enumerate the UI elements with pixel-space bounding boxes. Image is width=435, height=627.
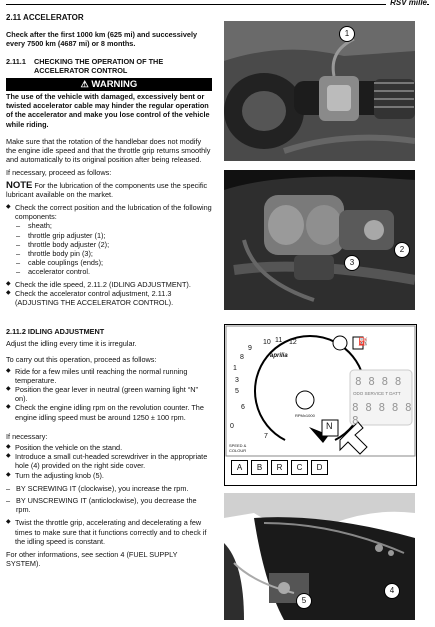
dash-list	[6, 484, 212, 515]
tach-number: 9	[248, 345, 252, 352]
tach-number: 12	[289, 339, 297, 346]
list-item: – throttle body adjuster (2);	[6, 240, 212, 249]
list-item: – sheath;	[6, 221, 212, 230]
list-item: ◆ Position the gear lever in neutral (green warning light “N” on).	[6, 385, 212, 403]
tach-zero: 0	[230, 423, 234, 430]
tach-number: 1	[233, 365, 237, 372]
throttle-body-photo	[224, 170, 415, 310]
list-item: ◆ Twist the throttle grip, accelerating and decelerating a few times to make sure that it functions correctly and to check if the idling speed is constant.	[6, 518, 212, 546]
subsection-heading	[6, 57, 212, 75]
page-header-title: RSV mille	[386, 0, 427, 7]
warning-triangle-icon: ⚠	[80, 79, 89, 90]
note	[6, 181, 212, 199]
list-item: – accelerator control.	[6, 267, 212, 276]
dash-button-b: B	[251, 460, 268, 475]
warning-text: The use of the vehicle with damaged, excessively bent or twisted accelerator cable may hinder the regular operation of the accelerator and make you lose control of the vehicle while riding.	[6, 92, 210, 129]
bullet-list	[6, 203, 212, 221]
list-item: – cable couplings (ends);	[6, 258, 212, 267]
warning-banner	[6, 78, 212, 91]
callout-5: 5	[296, 593, 312, 609]
lcd-small-digits: 8 8 8 8	[355, 375, 402, 388]
lcd-main-digits: 8 8 8 8 8 8	[352, 401, 412, 427]
tach-number: 5	[235, 388, 239, 395]
section-intro: Check after the first 1000 km (625 mi) and successively every 7500 km (4687 mi) or 8 months.	[6, 30, 198, 49]
list-item: – BY UNSCREWING IT (anticlockwise), you decrease the rpm.	[6, 496, 212, 514]
subsection-title: CHECKING THE OPERATION OF THE ACCELERATOR CONTROL	[34, 56, 164, 75]
figure-dashboard	[224, 324, 417, 486]
throttle-grip-photo	[224, 21, 415, 161]
side-cover-photo	[224, 493, 415, 620]
warning-label: WARNING	[91, 79, 138, 91]
callout-3: 3	[344, 255, 360, 271]
list-item: ◆ Position the vehicle on the stand.	[6, 443, 212, 452]
subsection-number: 2.11.1	[6, 56, 26, 66]
figure-throttle-body	[224, 170, 415, 310]
brand-logo: aprilia	[270, 353, 288, 359]
warning-panel-label: SPEED & COLOUR	[229, 443, 247, 453]
header-rule	[6, 4, 429, 5]
dash-button-c: C	[291, 460, 308, 475]
paragraph: If necessary:	[6, 431, 48, 441]
section-heading: 2.11 ACCELERATOR	[6, 13, 84, 22]
list-item: – throttle body pin (3);	[6, 249, 212, 258]
paragraph: Adjust the idling every time it is irregular.	[6, 339, 137, 349]
paragraph: Make sure that the rotation of the handlebar does not modify the engine idle speed and that the throttle grip returns smoothly and automatically to its original position after being released.	[6, 136, 211, 165]
list-item: ◆ Check the idle speed, 2.11.2 (IDLING ADJUSTMENT).	[6, 280, 212, 289]
list-item: ◆ Check the accelerator control adjustment, 2.11.3 (ADJUSTING THE ACCELERATOR CONTROL).	[6, 289, 212, 307]
list-item: – BY SCREWING IT (clockwise), you increase the rpm.	[6, 484, 212, 493]
figure-throttle-grip	[224, 21, 415, 161]
bullet-list	[6, 280, 212, 308]
list-item: – throttle grip adjuster (1);	[6, 231, 212, 240]
callout-4: 4	[384, 583, 400, 599]
fuel-pump-icon: ⛽	[358, 337, 368, 346]
tach-number: 7	[264, 433, 268, 440]
dash-button-d: D	[311, 460, 328, 475]
tach-number: 3	[235, 377, 239, 384]
rpm-label: RPMx1000	[295, 413, 315, 418]
list-item: ◆ Turn the adjusting knob (5).	[6, 471, 212, 480]
component-list	[6, 221, 212, 276]
list-item: ◆ Ride for a few miles until reaching the normal running temperature.	[6, 367, 212, 385]
bullet-list	[6, 367, 212, 422]
list-item: ◆ Check the correct position and the lubrication of the following components:	[6, 203, 212, 221]
tach-number: 10	[263, 339, 271, 346]
section-2-11-2	[6, 327, 212, 568]
paragraph: If necessary, proceed as follows:	[6, 168, 112, 178]
paragraph: For other informations, see section 4 (FUEL SUPPLY SYSTEM).	[6, 550, 178, 569]
tach-number: 8	[240, 354, 244, 361]
callout-2: 2	[394, 242, 410, 258]
paragraph: To carry out this operation, proceed as follows:	[6, 355, 157, 365]
callout-1: 1	[339, 26, 355, 42]
lcd-label-row: ODO SERVICE T DATT	[353, 391, 401, 396]
bullet-list	[6, 518, 212, 546]
section-2-11	[6, 13, 212, 307]
neutral-indicator: N	[326, 421, 333, 431]
list-item: ◆ Check the engine idling rpm on the revolution counter. The engine idling speed must be around 1250 ± 100 rpm.	[6, 403, 212, 421]
bullet-list	[6, 443, 212, 480]
tach-number: 6	[241, 404, 245, 411]
tach-number: 11	[275, 337, 283, 344]
dash-button-r: R	[271, 460, 288, 475]
list-item: ◆ Introduce a small cut-headed screwdriver in the appropriate hole (4) provided on the right side cover.	[6, 452, 212, 470]
note-label: NOTE	[6, 179, 33, 191]
section-heading: 2.11.2 IDLING ADJUSTMENT	[6, 327, 105, 336]
dash-button-a: A	[231, 460, 248, 475]
figure-side-cover	[224, 493, 415, 620]
note-text: For the lubrication of the components use the specific lubricant available on the market.	[6, 180, 208, 199]
